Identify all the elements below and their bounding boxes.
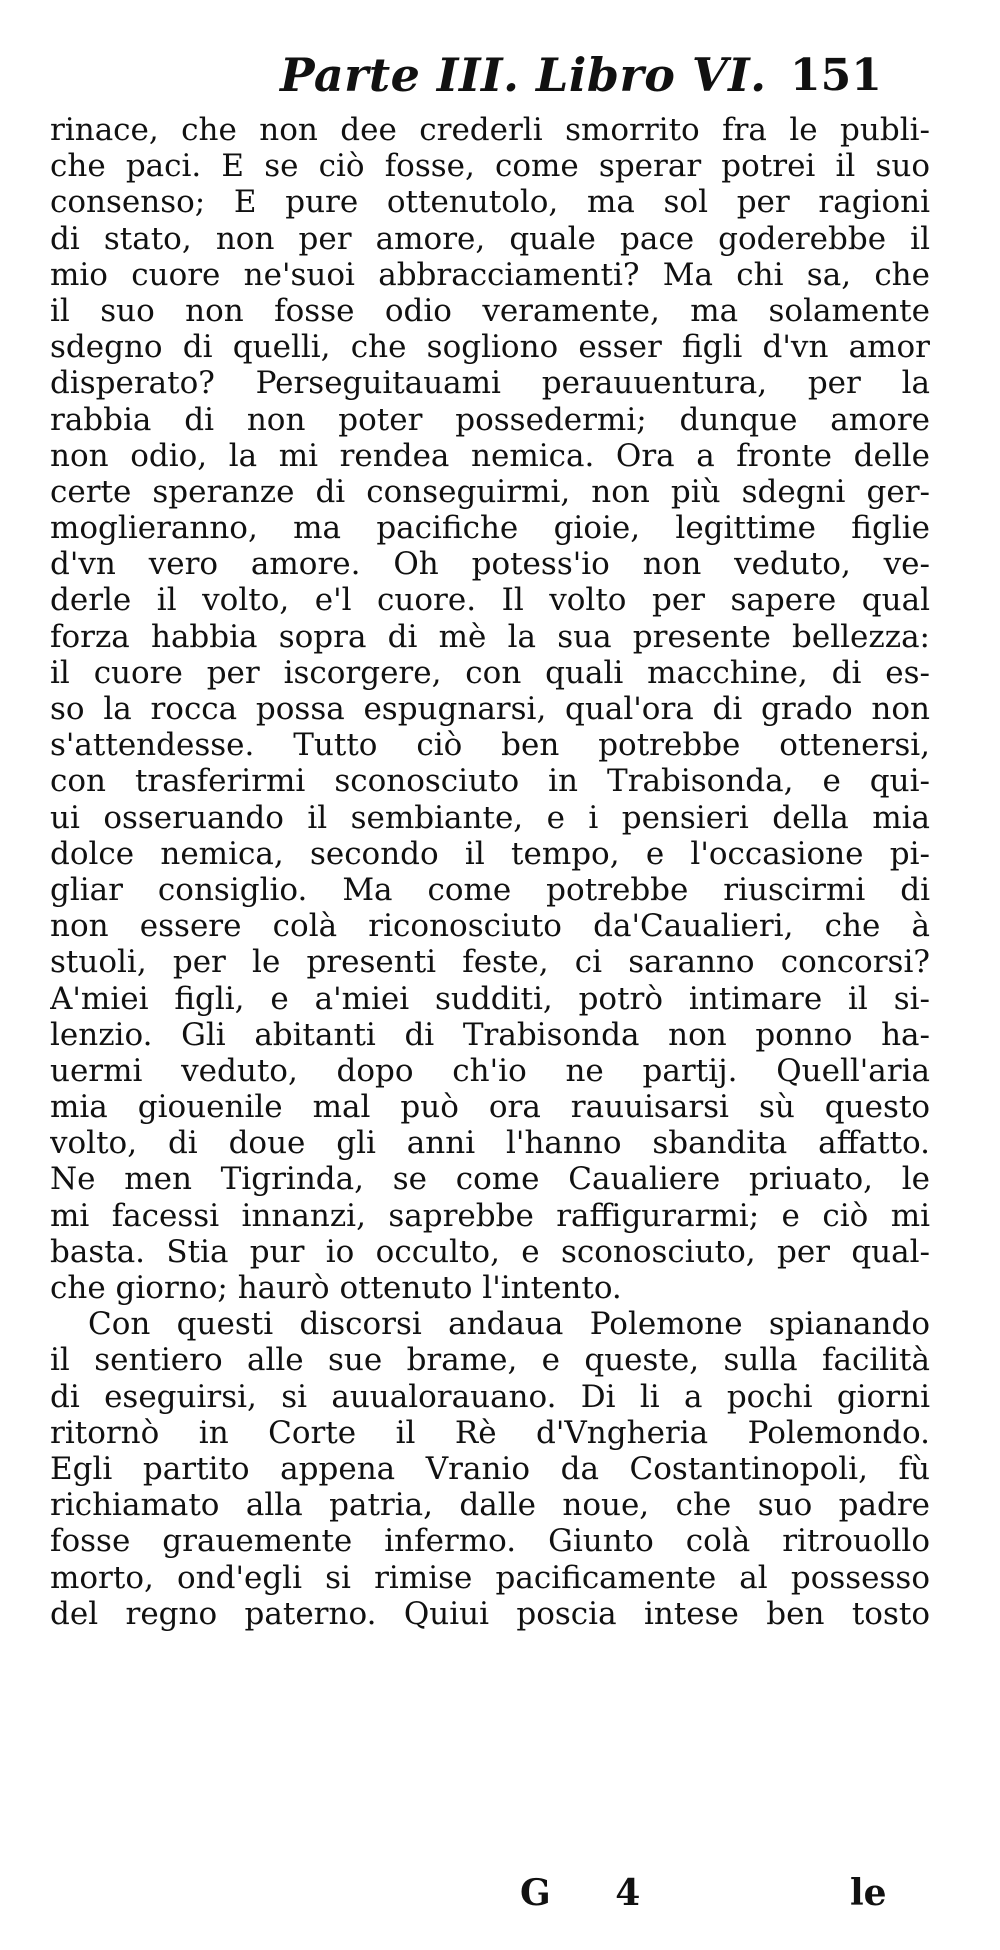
text-line: rabbia di non poter possedermi; dunque amore: [50, 401, 930, 438]
text-line: con trasferirmi sconosciuto in Trabisonda, e qui-: [50, 763, 930, 800]
text-line: ui osseruando il sembiante, e i pensieri della mia: [50, 799, 930, 836]
text-line: che paci. E se ciò fosse, come sperar potrei il suo: [50, 148, 930, 185]
text-line: gliar consiglio. Ma come potrebbe riuscirmi di: [50, 871, 930, 908]
page-number: 151: [790, 50, 882, 101]
text-line: certe speranze di conseguirmi, non più sdegni ger-: [50, 473, 930, 510]
body-text: [50, 112, 930, 1632]
text-line: non odio, la mi rendea nemica. Ora a fronte delle: [50, 437, 930, 474]
text-line: di stato, non per amore, quale pace goderebbe il: [50, 220, 930, 257]
text-line: non essere colà riconosciuto da'Caualieri, che à: [50, 908, 930, 945]
text-line: forza habbia sopra di mè la sua presente bellezza:: [50, 618, 930, 655]
text-line: richiamato alla patria, dalle noue, che suo padre: [50, 1487, 930, 1524]
text-line: mia giouenile mal può ora rauuisarsi sù questo: [50, 1089, 930, 1126]
text-line: ritornò in Corte il Rè d'Vngheria Polemondo.: [50, 1414, 930, 1451]
text-line: moglieranno, ma pacifiche gioie, legittime figlie: [50, 510, 930, 547]
text-line: volto, di doue gli anni l'hanno sbandita affatto.: [50, 1125, 930, 1162]
text-line: derle il volto, e'l cuore. Il volto per sapere qual: [50, 582, 930, 619]
catchword: le: [850, 1872, 887, 1914]
text-line: stuoli, per le presenti feste, ci saranno concorsi?: [50, 944, 930, 981]
text-line: Egli partito appena Vranio da Costantinopoli, fù: [50, 1450, 930, 1487]
text-line: basta. Stia pur io occulto, e sconosciuto, per qual-: [50, 1233, 930, 1270]
text-line: morto, ond'egli si rimise pacificamente al possesso: [50, 1559, 930, 1596]
text-line: mi facessi innanzi, saprebbe raffigurarmi; e ciò mi: [50, 1197, 930, 1234]
text-line: disperato? Perseguitauami perauuentura, per la: [50, 365, 930, 402]
running-head: Parte III. Libro VI.: [280, 48, 767, 102]
text-line: uermi veduto, dopo ch'io ne partij. Quell'aria: [50, 1052, 930, 1089]
text-line: lenzio. Gli abitanti di Trabisonda non ponno ha-: [50, 1016, 930, 1053]
text-line: fosse grauemente infermo. Giunto colà ritrouollo: [50, 1523, 930, 1560]
text-line: sdegno di quelli, che sogliono esser figli d'vn amor: [50, 329, 930, 366]
text-line: mio cuore ne'suoi abbracciamenti? Ma chi sa, che: [50, 256, 930, 293]
paragraph-first-line: Con questi discorsi andaua Polemone spianando: [88, 1306, 930, 1343]
text-line: so la rocca possa espugnarsi, qual'ora di grado non: [50, 691, 930, 727]
text-line: il cuore per iscorgere, con quali macchine, di es-: [50, 654, 930, 691]
text-line: consenso; E pure ottenutolo, ma sol per ragioni: [50, 184, 930, 221]
text-line: il suo non fosse odio veramente, ma solamente: [50, 292, 930, 329]
page-footer: [0, 1872, 1000, 1922]
text-line: il sentiero alle sue brame, e queste, sulla facilità: [50, 1342, 930, 1379]
text-line: Ne men Tigrinda, se come Caualiere priuato, le: [50, 1161, 930, 1198]
page-header: [0, 48, 1000, 108]
text-line: di eseguirsi, si auualorauano. Di li a pochi giorni: [50, 1378, 930, 1415]
text-line: d'vn vero amore. Oh potess'io non veduto, ve-: [50, 546, 930, 583]
signature-mark: G 4: [520, 1872, 667, 1914]
text-line: che giorno; haurò ottenuto l'intento.: [50, 1270, 622, 1306]
text-line: A'miei figli, e a'miei sudditi, potrò intimare il si-: [50, 980, 930, 1017]
text-line: rinace, che non dee crederli smorrito fra le publi-: [50, 112, 930, 148]
text-line: dolce nemica, secondo il tempo, e l'occasione pi-: [50, 835, 930, 872]
text-line: s'attendesse. Tutto ciò ben potrebbe ottenersi,: [50, 727, 930, 764]
text-line: del regno paterno. Quiui poscia intese ben tosto: [50, 1595, 930, 1632]
